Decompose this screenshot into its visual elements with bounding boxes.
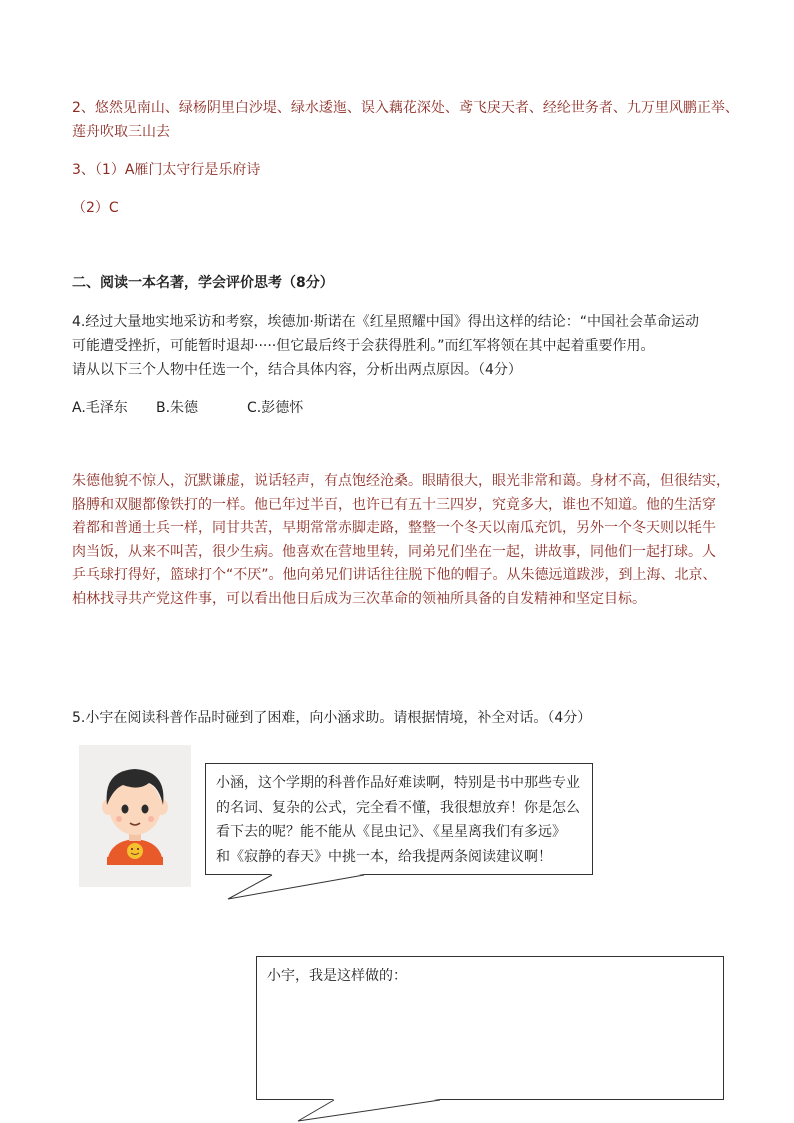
bubble-text-line: 小涵，这个学期的科普作品好难读啊，特别是书中那些专业 xyxy=(216,775,580,791)
bubble-text-line: 看下去的呢？能不能从《昆虫记》、《星星离我们有多远》 xyxy=(216,824,566,840)
answer-4-line: 肉当饭，从来不叫苦，很少生病。他喜欢在营地里转，同弟兄们坐在一起，讲故事，同他们一起打球。人 xyxy=(72,543,716,560)
section-heading: 二、阅读一本名著，学会评价思考（8分） xyxy=(72,275,334,291)
boy-avatar-icon xyxy=(79,745,191,887)
smiley-face-icon xyxy=(127,843,143,859)
question-4-line3: 请从以下三个人物中任选一个，结合具体内容，分析出两点原因。（4分） xyxy=(72,362,522,378)
question-5-prompt: 5.小宇在阅读科普作品时碰到了困难，向小涵求助。请根据情境，补全对话。（4分） xyxy=(72,710,592,726)
bubble-text-line: 和《寂静的春天》中挑一本，给我提两条阅读建议啊！ xyxy=(216,848,552,865)
question-4-line1: 4.经过大量地实地采访和考察，埃德加·斯诺在《红星照耀中国》得出这样的结论：“中国社会革命运动 xyxy=(72,314,700,330)
answer-2-line1: 2、悠然见南山、绿杨阴里白沙堤、绿水逶迤、误入藕花深处、鸢飞戾天者、经纶世务者、九万里风鹏正举、 xyxy=(72,100,739,116)
answer-3-part2: （2）C xyxy=(72,200,119,216)
answer-bubble-text: 小宇，我是这样做的： xyxy=(267,968,407,984)
option-a: A.毛泽东 xyxy=(72,400,128,416)
answer-2-line2: 莲舟吹取三山去 xyxy=(72,124,170,140)
answer-4-line: 胳膊和双腿都像铁打的一样。他已年过半百，也许已有五十三四岁，究竟多大，谁也不知道。他的生活穿 xyxy=(72,496,716,513)
avatar-card xyxy=(79,745,191,887)
answer-4-line: 柏林找寻共产党这件事，可以看出他日后成为三次革命的领袖所具备的自发精神和坚定目标。 xyxy=(72,590,646,607)
speech-bubble-xiaoyu xyxy=(205,763,593,875)
option-b: B.朱德 xyxy=(156,400,199,416)
question-4-line2: 可能遭受挫折，可能暂时退却·····但它最后终于会获得胜利。”而红军将领在其中起着重要作用。 xyxy=(72,338,655,354)
answer-4-line: 乒乓球打得好，篮球打个“不厌”。他向弟兄们讲话往往脱下他的帽子。从朱德远道跋涉，到上海、北京、 xyxy=(72,567,717,584)
option-c: C.彭德怀 xyxy=(247,400,304,416)
answer-4-line: 朱德他貌不惊人，沉默谦虚，说话轻声，有点饱经沧桑。眼睛很大，眼光非常和蔼。身材不高，但很结实， xyxy=(72,473,730,489)
answer-4-paragraph xyxy=(72,470,730,612)
answer-bubble-xiaohan[interactable] xyxy=(256,956,724,1100)
answer-3-part1: 3、（1）A雁门太守行是乐府诗 xyxy=(72,162,261,178)
bubble-text-line: 的名词、复杂的公式，完全看不懂，我很想放弃！你是怎么 xyxy=(216,799,580,816)
answer-4-line: 着都和普通士兵一样，同甘共苦，早期常常赤脚走路，整整一个冬天以南瓜充饥，另外一个冬天则以牦牛 xyxy=(72,520,716,537)
